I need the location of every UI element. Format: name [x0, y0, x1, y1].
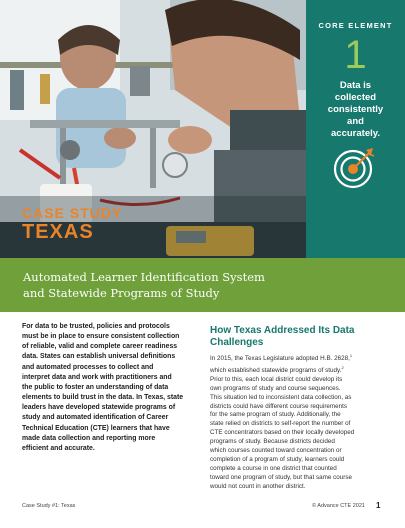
intro-line: the public to foster an understanding of data — [22, 383, 169, 391]
core-element-label: CORE ELEMENT — [318, 21, 393, 30]
document-title-bar — [0, 258, 405, 312]
body-line: which courses counted toward concentration or — [210, 447, 342, 455]
section-heading-line: How Texas Addressed Its Data — [210, 325, 355, 336]
footer-case-study: Case Study #1: Texas — [22, 503, 76, 509]
intro-line: elements to build trust in the data. In Texas, state — [22, 394, 184, 402]
core-desc-line: Data is — [339, 80, 372, 91]
core-desc-line: accurately. — [331, 128, 380, 139]
intro-line: data. States can establish universal definitions — [22, 353, 176, 361]
intro-line: made data collection and reporting more — [22, 434, 156, 442]
core-desc-line: collected — [334, 92, 377, 103]
case-study-label: CASE STUDY — [22, 205, 123, 221]
body-line: completion of a program of study, learners could — [210, 455, 345, 463]
intro-line: and automated processes to collect and — [22, 363, 154, 371]
intro-line: Technical Education (CTE) learners that have — [22, 424, 170, 432]
body-line: Prior to this, each local district could develop its — [210, 375, 343, 383]
document-title-line-2: and Statewide Programs of Study — [23, 286, 220, 300]
core-element-description — [318, 80, 393, 140]
intro-paragraph — [22, 322, 200, 454]
core-element-panel — [306, 0, 405, 258]
body-line: state relied on districts to self-report the number of — [210, 420, 351, 428]
core-element-number: 1 — [344, 33, 367, 77]
section-heading-line: Challenges — [210, 336, 264, 348]
intro-line: of reliable, valid and complete career readiness — [22, 343, 178, 351]
section-heading — [210, 325, 390, 348]
core-desc-line: consistently — [327, 104, 384, 115]
body-line — [210, 364, 390, 376]
body-line: complete a course in one district that counted — [210, 464, 337, 472]
body-line-text: In 2015, the Texas Legislature adopted H.B. 2628, — [210, 355, 350, 362]
case-study-state: TEXAS — [22, 221, 94, 243]
footnote-mark[interactable]: 2 — [341, 364, 344, 370]
body-line: districts could have different course requirements — [210, 402, 348, 410]
case-study-heading — [22, 206, 122, 243]
body-line: would not count in another district. — [210, 482, 306, 490]
document-title-line-1: Automated Learner Identification System — [23, 270, 265, 284]
intro-line: study and automated identification of Career — [22, 414, 169, 422]
body-line: This situation led to inconsistent data collection, as — [210, 393, 352, 401]
body-line-text: which established statewide programs of study. — [210, 366, 342, 374]
intro-line: must be in place to ensure consistent collection — [22, 333, 180, 341]
intro-line: leaders have developed statewide programs of — [22, 404, 176, 412]
section-body — [210, 352, 390, 492]
intro-line: efficient and accurate. — [22, 444, 95, 452]
footnote-mark[interactable]: 1 — [349, 353, 353, 358]
footer-copyright: © Advance CTE 2021 — [312, 503, 365, 509]
body-line: for the same program of study. Additionally, the — [210, 411, 341, 419]
body-line: programs of study. Because districts decided — [210, 438, 335, 446]
body-line — [210, 352, 390, 364]
intro-line: interpret data and work with practitioners and — [22, 373, 172, 381]
page-number: 1 — [376, 501, 381, 510]
body-line: own programs of study and course sequences. — [210, 384, 341, 392]
body-line: CTE concentrators based on their locally developed — [210, 429, 355, 437]
core-desc-line: and — [347, 116, 364, 127]
target-icon — [332, 144, 378, 190]
body-line: toward one program of study, but that same course — [210, 473, 352, 481]
intro-line: For data to be trusted, policies and protocols — [22, 323, 170, 330]
